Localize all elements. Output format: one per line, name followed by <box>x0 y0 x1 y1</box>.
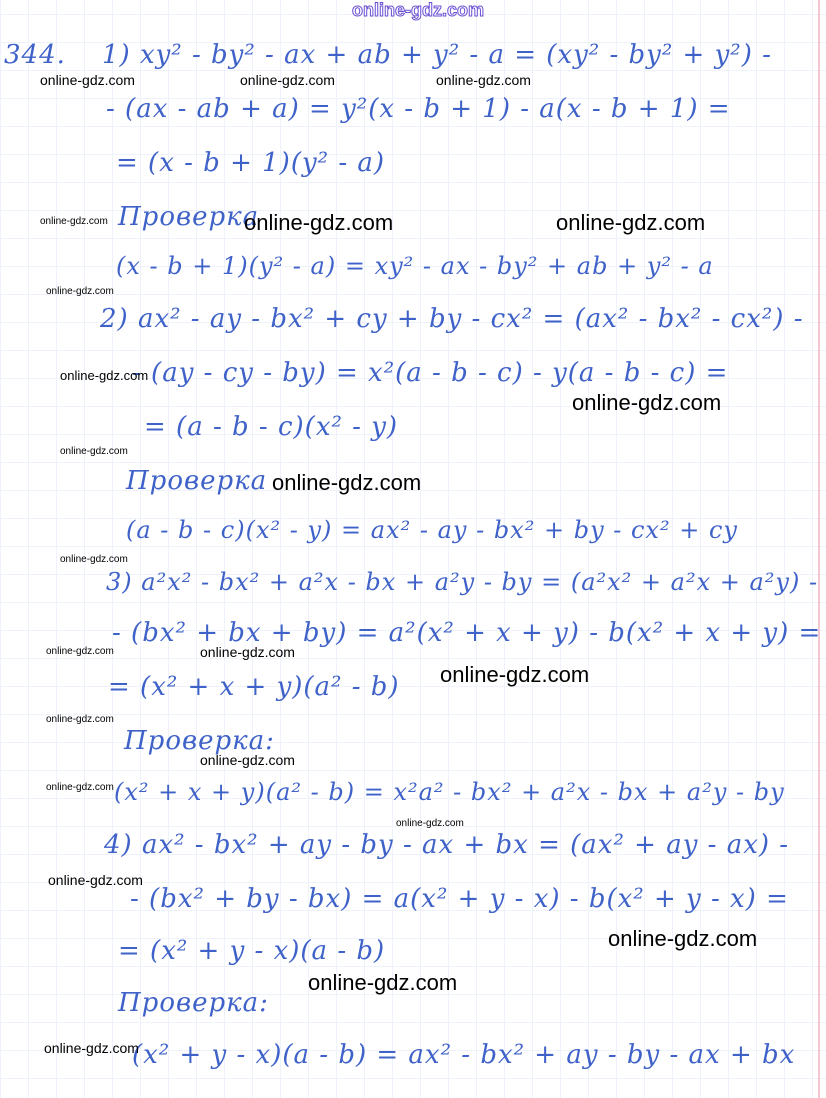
part3-check: (x² + x + y)(a² - b) = x²a² - bx² + a²x - bx + a²y - by <box>114 778 785 806</box>
watermark: online-gdz.com <box>436 72 531 88</box>
watermark: online-gdz.com <box>40 216 108 227</box>
watermark: online-gdz.com <box>60 368 149 383</box>
watermark: online-gdz.com <box>572 390 722 415</box>
site-watermark: online-gdz.com <box>352 0 484 20</box>
part2-line3: = (a - b - c)(x² - y) <box>144 412 399 442</box>
check-heading-1: Проверка <box>118 202 260 232</box>
part2-line2: - (ay - cy - by) = x²(a - b - c) - y(a - b - c) = <box>132 358 729 388</box>
part1-line2: - (ax - ab + a) = y²(x - b + 1) - a(x - b + 1) = <box>106 94 731 124</box>
part4-line3: = (x² + y - x)(a - b) <box>118 936 386 966</box>
watermark: online-gdz.com <box>608 926 758 951</box>
watermark: online-gdz.com <box>440 662 590 687</box>
watermark: online-gdz.com <box>44 1040 139 1056</box>
part1-line3: = (x - b + 1)(y² - a) <box>116 148 386 178</box>
part2-line1: 2) ax² - ay - bx² + cy + by - cx² = (ax² - bx² - cx²) - <box>100 304 804 334</box>
watermark: online-gdz.com <box>46 286 114 297</box>
watermark: online-gdz.com <box>200 752 295 768</box>
part1-line1: 1) xy² - by² - ax + ab + y² - a = (xy² - by² + y²) - <box>102 40 772 70</box>
part3-line1: 3) a²x² - bx² + a²x - bx + a²y - by = (a²x² + a²x + a²y) - <box>106 568 819 596</box>
watermark: online-gdz.com <box>46 782 114 793</box>
part4-line2: - (bx² + by - bx) = a(x² + y - x) - b(x² + y - x) = <box>130 884 789 914</box>
part2-check: (a - b - c)(x² - y) = ax² - ay - bx² + by - cx² + cy <box>126 516 738 544</box>
watermark: online-gdz.com <box>272 470 422 495</box>
watermark: online-gdz.com <box>244 210 394 235</box>
margin-line <box>818 0 820 1098</box>
watermark: online-gdz.com <box>40 72 135 88</box>
watermark: online-gdz.com <box>556 210 706 235</box>
problem-number: 344. <box>4 40 66 70</box>
watermark: online-gdz.com <box>200 644 295 660</box>
part3-line3: = (x² + x + y)(a² - b) <box>108 672 400 702</box>
part4-line1: 4) ax² - bx² + ay - by - ax + bx = (ax² + ay - ax) - <box>104 830 790 860</box>
part3-line2: - (bx² + bx + by) = a²(x² + x + y) - b(x² + x + y) = <box>112 618 822 648</box>
watermark: online-gdz.com <box>48 872 143 888</box>
watermark: online-gdz.com <box>60 554 128 565</box>
check-heading-4: Проверка: <box>118 988 269 1018</box>
watermark: online-gdz.com <box>46 714 114 725</box>
watermark: online-gdz.com <box>396 818 464 829</box>
check-heading-2: Проверка <box>126 466 268 496</box>
part4-check: (x² + y - x)(a - b) = ax² - bx² + ay - by - ax + bx <box>132 1040 796 1070</box>
watermark: online-gdz.com <box>60 446 128 457</box>
part1-check: (x - b + 1)(y² - a) = xy² - ax - by² + ab + y² - a <box>116 252 714 280</box>
watermark: online-gdz.com <box>308 970 458 995</box>
watermark: online-gdz.com <box>240 72 335 88</box>
check-heading-3: Проверка: <box>124 726 275 756</box>
watermark: online-gdz.com <box>46 646 114 657</box>
